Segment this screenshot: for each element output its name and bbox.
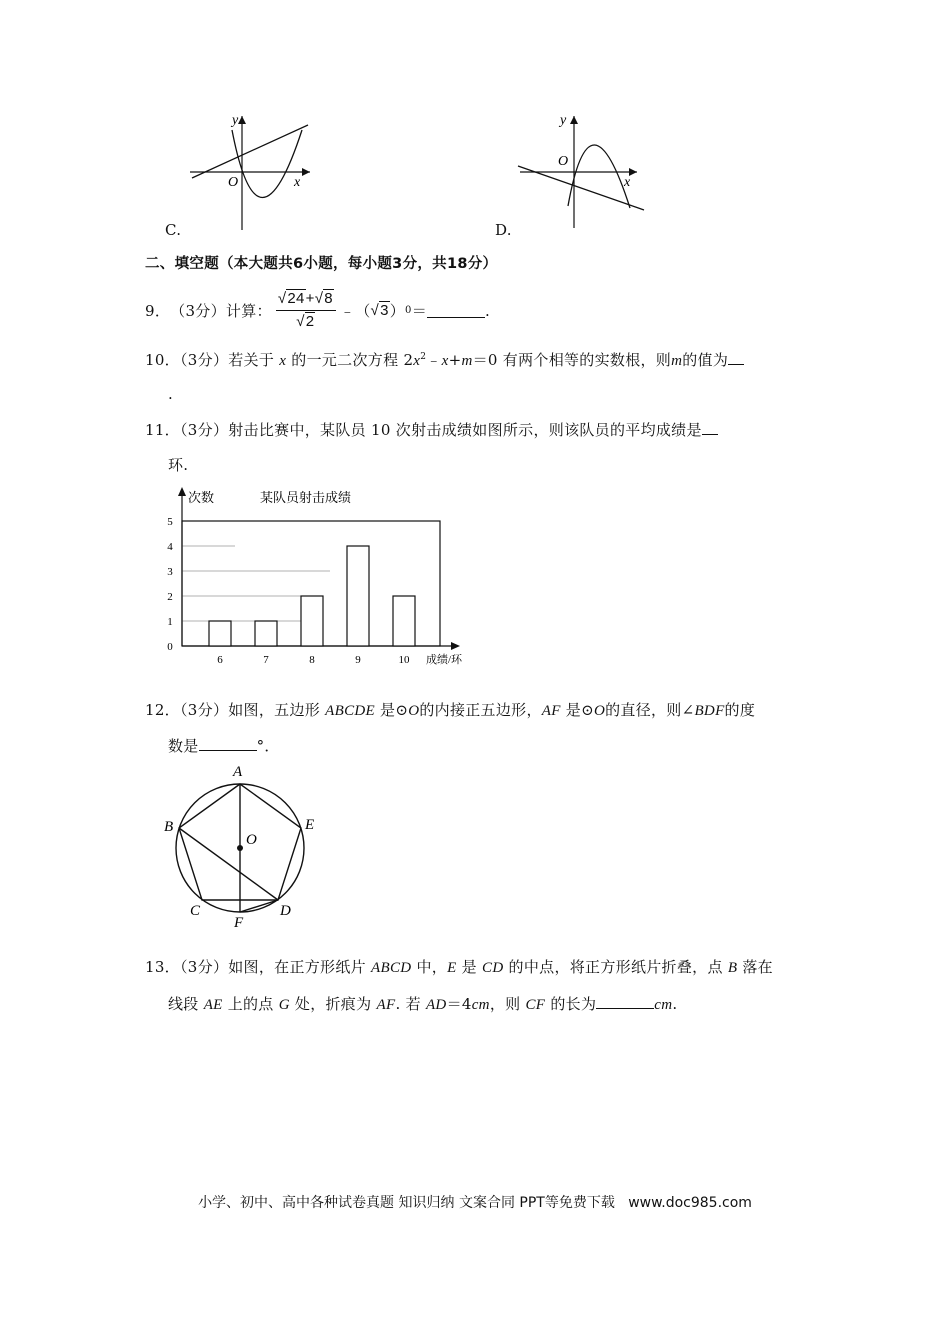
question-text: °． [256, 737, 280, 755]
y-axis-arrow [238, 116, 246, 124]
question-text: 的一元二次方程 2 [291, 351, 414, 369]
x-axis-arrow [302, 168, 310, 176]
label-b: B [164, 819, 174, 835]
answer-blank[interactable] [427, 303, 485, 318]
answer-blank[interactable] [702, 420, 718, 435]
question-text: 是 [461, 958, 477, 976]
center-point [237, 845, 243, 851]
question-text: . [672, 995, 678, 1013]
question-number: 9． [145, 301, 171, 320]
question-text: 若关于 [228, 351, 275, 369]
variable: AF [541, 703, 561, 719]
question-11-line2: 环. [168, 456, 189, 474]
origin-label: O [558, 154, 569, 169]
variable: CF [525, 997, 546, 1013]
question-13 [145, 957, 773, 978]
answer-blank[interactable] [596, 994, 654, 1009]
label-c: C [190, 903, 201, 919]
unit: cm [654, 997, 673, 1013]
section-heading: 二、填空题（本大题共6小题，每小题3分，共18分） [145, 256, 498, 272]
variable: ABCDE [325, 703, 375, 719]
variable: x [441, 353, 449, 369]
variable: AD [425, 997, 447, 1013]
x-axis-label: x [624, 175, 631, 190]
bar [347, 546, 369, 646]
variable: BDF [694, 703, 725, 719]
question-text: 计算： [225, 301, 272, 320]
question-12-line2 [168, 736, 280, 756]
option-d-graph [512, 108, 652, 233]
y-axis-arrow [178, 487, 186, 496]
y-tick-label: 2 [167, 591, 173, 603]
question-number: 13． [145, 958, 180, 976]
pentagon-circle-diagram [160, 760, 335, 930]
variable: m [461, 353, 473, 369]
exponent: 2 [420, 352, 427, 362]
question-text: 的值为 [682, 351, 729, 369]
parabola-curve [568, 145, 630, 208]
y-tick-label: 3 [167, 566, 173, 578]
question-11 [145, 420, 718, 440]
question-score: （3分） [180, 421, 229, 439]
variable: AE [203, 997, 223, 1013]
question-text: 是⊙ [565, 701, 594, 719]
question-text: ，则 [489, 995, 521, 1013]
variable: B [727, 960, 738, 976]
variable: ABCD [371, 960, 412, 976]
option-c-label: C. [165, 221, 182, 239]
question-text: + [448, 351, 462, 369]
question-text: 的直径，则∠ [605, 701, 695, 719]
question-number: 12． [145, 701, 180, 719]
fraction-denominator: √2 [296, 313, 315, 330]
label-o: O [246, 832, 257, 848]
x-tick-label: 10 [398, 654, 410, 666]
variable: O [408, 703, 420, 719]
answer-blank[interactable] [199, 736, 257, 751]
question-number: 11． [145, 421, 180, 439]
question-10-line2: . [168, 385, 174, 403]
bar [301, 596, 323, 646]
question-text: ＝4 [446, 995, 472, 1013]
label-d: D [280, 903, 291, 919]
question-text: ） [389, 301, 406, 320]
x-tick-label: 6 [217, 654, 223, 666]
origin-label: O [228, 175, 239, 190]
fraction [276, 290, 336, 331]
variable: x [279, 353, 287, 369]
x-tick-label: 7 [263, 654, 269, 666]
x-axis-arrow [451, 642, 460, 650]
y-tick-label: 5 [167, 516, 173, 528]
question-text: 上的点 [227, 995, 274, 1013]
y-tick-label: 4 [167, 541, 173, 553]
question-text: 数是 [168, 737, 199, 755]
question-text: 如图，五边形 [228, 701, 321, 719]
question-number: 10． [145, 351, 180, 369]
question-13-line2 [168, 994, 677, 1015]
y-tick-label: 0 [167, 641, 173, 653]
variable: E [447, 960, 457, 976]
question-score: （3分） [170, 301, 226, 320]
question-text: 是⊙ [380, 701, 409, 719]
x-tick-label: 9 [355, 654, 361, 666]
x-axis-label: x [294, 175, 301, 190]
question-text: . 若 [395, 995, 421, 1013]
x-axis-title: 成绩/环 [426, 654, 463, 666]
question-score: （3分） [180, 351, 229, 369]
answer-blank[interactable] [728, 350, 744, 365]
sqrt-three: √3 [370, 301, 389, 319]
bar [393, 596, 415, 646]
question-text: 落在 [742, 958, 773, 976]
question-text: ﹣（ [339, 301, 371, 320]
question-text: 如图，在正方形纸片 [228, 958, 366, 976]
question-text: ﹣ [426, 351, 442, 369]
label-f: F [234, 915, 244, 930]
segment-bd [179, 828, 278, 900]
y-axis-arrow [570, 116, 578, 124]
question-text: . [485, 301, 491, 320]
label-e: E [305, 817, 315, 833]
question-9 [145, 290, 490, 331]
question-text: 线段 [168, 995, 199, 1013]
exponent: 0 [405, 304, 412, 316]
option-c-graph [180, 110, 320, 235]
question-12 [145, 700, 755, 721]
unit: cm [471, 997, 490, 1013]
y-tick-label: 1 [167, 616, 173, 628]
question-text: 的长为 [550, 995, 597, 1013]
x-tick-label: 8 [309, 654, 315, 666]
line-graph [192, 125, 308, 178]
question-text: ＝ [411, 301, 428, 320]
variable: m [671, 353, 683, 369]
question-10 [145, 347, 744, 371]
question-text: 的内接正五边形， [419, 701, 542, 719]
question-text: 中， [416, 958, 448, 976]
label-a: A [233, 764, 243, 780]
y-axis-title: 次数 [188, 490, 215, 505]
variable: AF [376, 997, 396, 1013]
bar [255, 621, 277, 646]
score-bar-chart [160, 484, 480, 674]
question-text: 的中点，将正方形纸片折叠，点 [508, 958, 723, 976]
y-axis-label: y [232, 113, 239, 128]
question-text: 射击比赛中，某队员 10 次射击成绩如图所示，则该队员的平均成绩是 [228, 421, 702, 439]
segment-df [240, 900, 278, 912]
question-text: ＝0 有两个相等的实数根，则 [472, 351, 672, 369]
variable: CD [482, 960, 504, 976]
y-axis-label: y [560, 113, 567, 128]
page-footer: 小学、初中、高中各种试卷真题 知识归纳 文案合同 PPT等免费下载 www.doc985.com [198, 1195, 752, 1211]
variable: G [278, 997, 290, 1013]
question-score: （3分） [180, 958, 229, 976]
option-d-label: D. [495, 221, 512, 239]
variable: O [593, 703, 606, 719]
chart-title: 某队员射击成绩 [260, 490, 352, 505]
bar [209, 621, 231, 646]
variable: x [413, 353, 421, 369]
question-score: （3分） [180, 701, 229, 719]
question-text: 的度 [724, 701, 756, 719]
question-text: 处，折痕为 [294, 995, 372, 1013]
fraction-numerator: √24+√8 [276, 290, 336, 311]
